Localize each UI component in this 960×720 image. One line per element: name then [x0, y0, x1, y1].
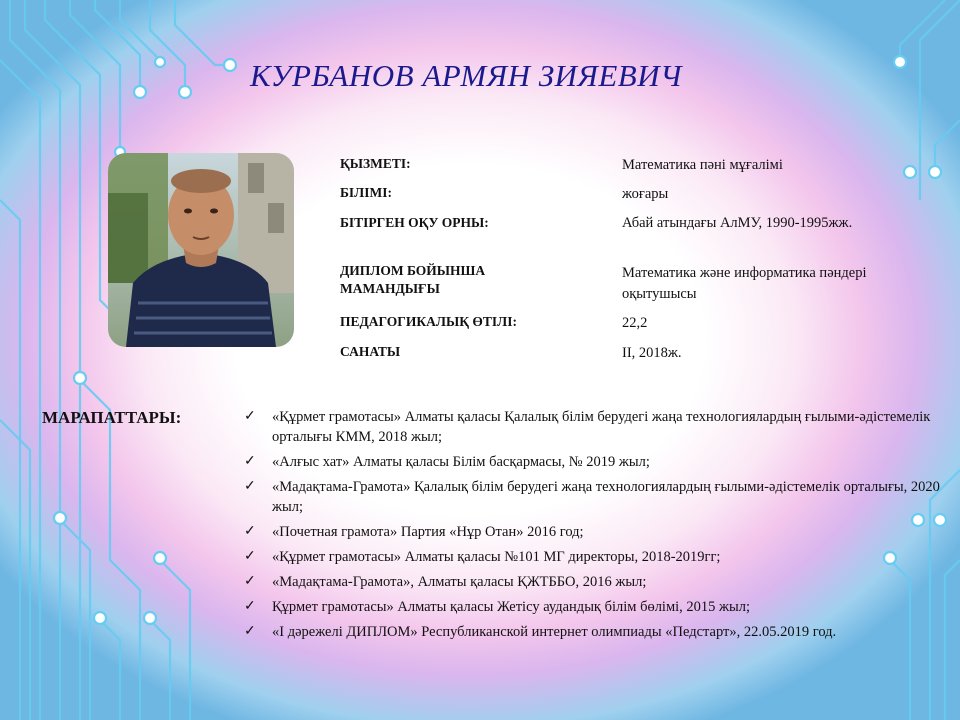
info-value-position: Математика пәні мұғалімі	[622, 157, 783, 173]
award-item: ✓ «І дәрежелі ДИПЛОМ» Республиканской интернет олимпиады «Педстарт», 22.05.2019 год.	[244, 624, 837, 640]
info-label-category: САНАТЫ	[340, 344, 401, 359]
checkmark-icon: ✓	[244, 574, 256, 589]
info-value-category: ІІ, 2018ж.	[622, 345, 682, 361]
checkmark-icon: ✓	[244, 454, 256, 469]
checkmark-icon: ✓	[244, 549, 256, 564]
award-item: ✓ «Почетная грамота» Партия «Нұр Отан» 2016 год;	[244, 524, 584, 540]
info-label-specialty: ДИПЛОМ БОЙЫНША МАМАНДЫҒЫ	[340, 263, 486, 296]
info-label-position: ҚЫЗМЕТІ:	[340, 156, 411, 171]
info-label-institution: БІТІРГЕН ОҚУ ОРНЫ:	[340, 215, 489, 230]
checkmark-icon: ✓	[244, 524, 256, 539]
checkmark-icon: ✓	[244, 599, 256, 614]
info-value-experience: 22,2	[622, 315, 648, 331]
info-value-specialty: Математика және информатика пәндері оқытушысы	[622, 265, 867, 302]
award-item: ✓ «Мадақтама-Грамота», Алматы қаласы ҚЖТББО, 2016 жыл;	[244, 574, 647, 590]
award-item: ✓ «Құрмет грамотасы» Алматы қаласы Қалалық білім берудегі жаңа технологиялардың ғылыми-әдістемелік орталығы КММ, 2018 жыл;	[244, 409, 931, 445]
portrait-photo	[108, 153, 294, 347]
checkmark-icon: ✓	[244, 409, 256, 424]
info-label-experience: ПЕДАГОГИКАЛЫҚ ӨТІЛІ:	[340, 314, 517, 329]
info-value-institution: Абай атындағы АлМУ, 1990-1995жж.	[622, 215, 853, 231]
checkmark-icon: ✓	[244, 624, 256, 639]
info-label-education: БІЛІМІ:	[340, 185, 392, 200]
page-title: КУРБАНОВ АРМЯН ЗИЯЕВИЧ	[250, 58, 682, 93]
award-item: ✓ «Құрмет грамотасы» Алматы қаласы №101 МГ директоры, 2018-2019гг;	[244, 549, 721, 565]
checkmark-icon: ✓	[244, 479, 256, 494]
awards-heading: МАРАПАТТАРЫ:	[42, 408, 182, 427]
awards-list	[244, 407, 954, 647]
info-value-education: жоғары	[622, 186, 669, 202]
award-item: ✓ Құрмет грамотасы» Алматы қаласы Жетісу аудандық білім бөлімі, 2015 жыл;	[244, 599, 751, 615]
award-item: ✓ «Мадақтама-Грамота» Қалалық білім берудегі жаңа технологиялардың ғылыми-әдістемелік орталығы, 2020 жыл;	[244, 479, 940, 515]
award-item: ✓ «Алғыс хат» Алматы қаласы Білім басқармасы, № 2019 жыл;	[244, 454, 650, 470]
